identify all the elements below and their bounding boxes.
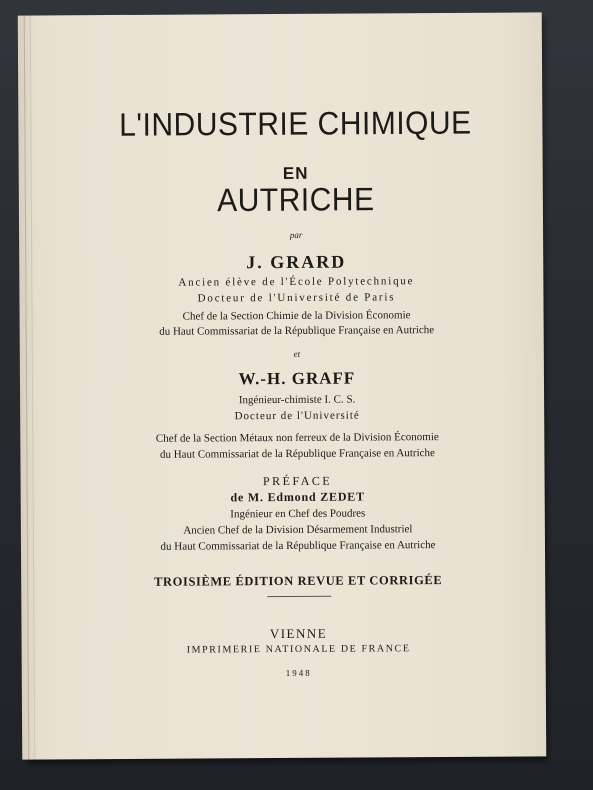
preface-line-2: Ancien Chef de la Division Désarmement Industriel — [183, 523, 413, 537]
author1-line-3: Chef de la Section Chimie de la Division Économie — [182, 309, 411, 323]
author2-line-1: Ingénieur-chimiste I. C. S. — [238, 393, 356, 407]
author1-line-2: Docteur de l'Université de Paris — [197, 291, 396, 305]
preface-label: PRÉFACE — [262, 473, 333, 489]
title-line-1: L'INDUSTRIE CHIMIQUE — [119, 105, 472, 144]
divider-rule — [267, 596, 331, 597]
title-line-2: EN — [282, 163, 309, 183]
year-label: 1948 — [285, 667, 312, 678]
preface-line-1: Ingénieur en Chef des Poudres — [230, 507, 366, 521]
author2-line-4: du Haut Commissariat de la République Française en Autriche — [159, 447, 435, 461]
et-label: et — [293, 348, 301, 359]
par-label: par — [289, 229, 303, 240]
preface-line-3: du Haut Commissariat de la République Française en Autriche — [160, 539, 436, 553]
author2-line-3: Chef de la Section Métaux non ferreux de la Division Économie — [155, 431, 439, 445]
edition-label: TROISIÈME ÉDITION REVUE ET CORRIGÉE — [154, 573, 443, 589]
author2-line-2: Docteur de l'Université — [234, 409, 360, 423]
city-label: VIENNE — [269, 625, 328, 642]
printer-label: IMPRIMERIE NATIONALE DE FRANCE — [186, 643, 411, 656]
author1-name: J. GRARD — [246, 251, 347, 273]
preface-author: de M. Edmond ZEDET — [230, 489, 365, 505]
author1-line-1: Ancien élève de l'École Polytechnique — [178, 275, 415, 289]
author1-line-4: du Haut Commissariat de la République Française en Autriche — [159, 324, 435, 338]
title-line-3: AUTRICHE — [217, 182, 375, 219]
book-cover — [18, 12, 547, 759]
author2-name: W.-H. GRAFF — [238, 368, 356, 389]
cover-content — [18, 12, 547, 759]
